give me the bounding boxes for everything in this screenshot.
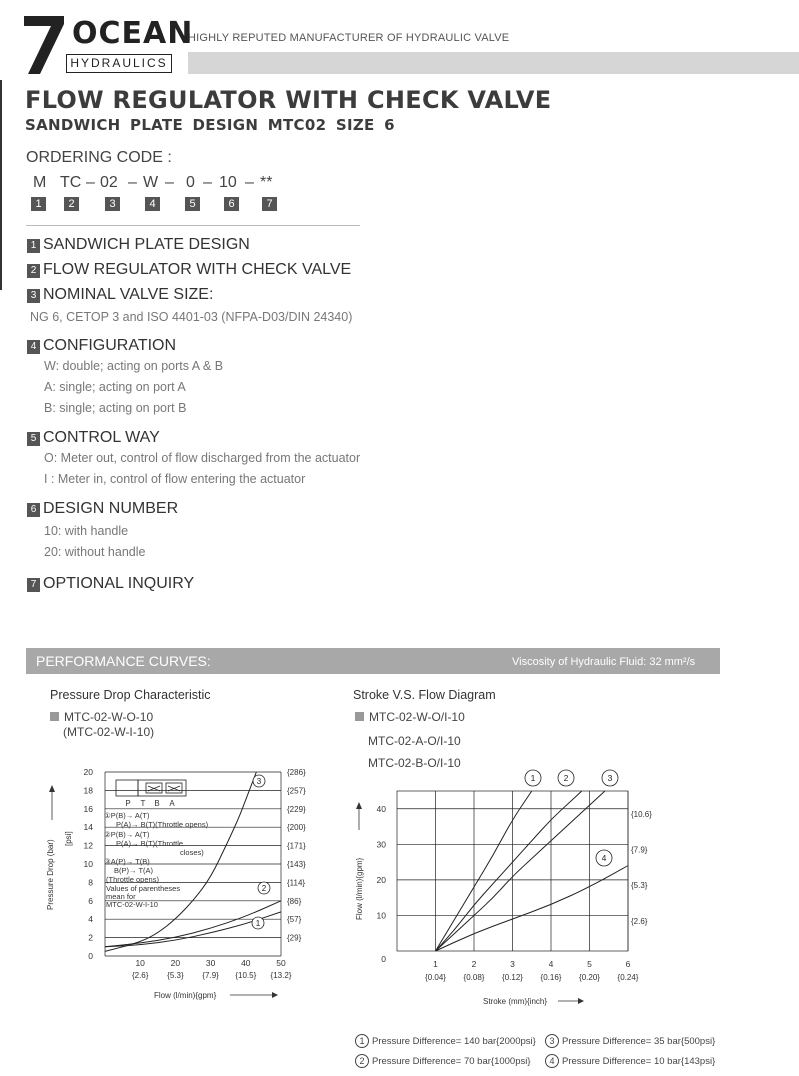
y-axis-arrowhead xyxy=(49,785,55,792)
code-part: 10 xyxy=(219,174,237,191)
chart2-model: MTC-02-B-O/I-10 xyxy=(368,756,461,770)
brand-sub: HYDRAULICS xyxy=(66,54,172,73)
chart1-model-alt: (MTC-02-W-I-10) xyxy=(63,725,155,739)
section-5: 5 CONTROL WAY xyxy=(27,429,160,447)
y-tick-psi-label: {229} xyxy=(287,804,306,814)
section-4: 4 CONFIGURATION xyxy=(27,337,176,355)
y-tick-label: 2 xyxy=(88,932,93,943)
x-tick-label: 4 xyxy=(548,959,554,969)
y-tick-psi-label: {286} xyxy=(287,768,306,777)
viscosity-note: Viscosity of Hydraulic Fluid: 32 mm²/s xyxy=(512,656,696,668)
x-tick-label: 2 xyxy=(471,959,477,969)
y-tick-label: 4 xyxy=(88,914,93,925)
annotation-text: P(A)→ B(T)(Throttle xyxy=(116,839,184,848)
x-tick-gpm-label: {10.5} xyxy=(235,971,257,980)
ordering-code-label: ORDERING CODE : xyxy=(26,149,172,166)
y-tick-label: 30 xyxy=(376,839,386,850)
x-tick-gpm-label: {2.6} xyxy=(131,971,149,980)
series-1-line xyxy=(105,912,281,947)
y-tick-label: 14 xyxy=(83,822,93,833)
series-1-label: 1 xyxy=(530,773,536,783)
series-4-label: 4 xyxy=(601,853,607,863)
code-part: 0 xyxy=(186,174,195,191)
chart1-model: MTC-02-W-O-10 xyxy=(50,710,153,724)
annotation-text: (Throttle opens) xyxy=(106,875,159,884)
x-tick-label: 40 xyxy=(241,958,251,968)
y-tick-gpm-label: {2.6} xyxy=(631,916,648,926)
tagline: HIGHLY REPUTED MANUFACTURER OF HYDRAULIC VALVE xyxy=(188,32,510,44)
code-number: 5 xyxy=(185,197,200,211)
code-number: 7 xyxy=(262,197,277,211)
section-1: 1 SANDWICH PLATE DESIGN xyxy=(27,236,250,254)
code-part: 02 xyxy=(100,174,118,191)
x-tick-label: 50 xyxy=(276,958,286,968)
y-tick-label: 6 xyxy=(88,895,93,906)
chart2-title: Stroke V.S. Flow Diagram xyxy=(353,688,496,702)
valve-symbol-check xyxy=(146,783,162,793)
series-1-line xyxy=(436,791,532,951)
annotation-text: ②P(B)→ A(T) xyxy=(104,830,150,839)
chart2-model: MTC-02-W-O/I-10 xyxy=(355,710,465,724)
y-tick-psi-label: {143} xyxy=(287,860,306,869)
x-tick-gpm-label: {13.2} xyxy=(270,971,292,980)
x-tick-label: 6 xyxy=(625,959,631,969)
annotation-text: Values of parentheses xyxy=(106,884,181,893)
edge-bar xyxy=(0,80,2,290)
series-3-label: 3 xyxy=(256,777,262,786)
x-tick-label: 1 xyxy=(433,959,438,969)
series-3-label: 3 xyxy=(607,773,613,783)
section-4-item: A: single; acting on port A xyxy=(44,380,186,394)
port-label: B xyxy=(154,799,160,808)
section-6: 6 DESIGN NUMBER xyxy=(27,500,178,518)
brand-name: OCEAN xyxy=(72,16,194,51)
port-label: A xyxy=(169,799,175,808)
x-tick-inch-label: {0.24} xyxy=(617,973,639,982)
y-axis-arrowhead xyxy=(356,802,362,809)
section-4-item: W: double; acting on ports A & B xyxy=(44,359,224,373)
annotation-text: P(A)→ B(T)(Throttle opens) xyxy=(116,820,209,829)
x-tick-inch-label: {0.04} xyxy=(425,973,446,982)
x-tick-label: 5 xyxy=(587,959,592,969)
annotation-text: ③A(P)→ T(B) xyxy=(104,857,150,866)
divider xyxy=(26,225,360,226)
x-tick-label: 30 xyxy=(205,958,216,968)
y-tick-psi-label: {200} xyxy=(287,823,306,833)
annotation-text: mean for xyxy=(106,892,136,901)
annotation-text: ①P(B)→ A(T) xyxy=(104,811,150,820)
y-tick-psi-label: {29} xyxy=(287,933,302,943)
x-tick-gpm-label: {5.3} xyxy=(167,971,184,980)
chart1-title: Pressure Drop Characteristic xyxy=(50,688,211,702)
stroke-flow-chart xyxy=(350,765,670,1010)
series-2-label: 2 xyxy=(261,884,267,893)
code-part: – xyxy=(203,174,212,191)
logo-seven-mark xyxy=(24,16,64,74)
port-label: T xyxy=(140,799,146,808)
y-tick-label: 10 xyxy=(83,859,93,869)
y-tick-label: 8 xyxy=(88,877,93,888)
y-tick-label: 0 xyxy=(88,951,93,961)
section-3: 3 NOMINAL VALVE SIZE: xyxy=(27,286,213,304)
header-band xyxy=(188,52,799,74)
y-tick-psi-label: {57} xyxy=(287,915,302,925)
section-6-item: 10: with handle xyxy=(44,524,129,538)
x-axis-label: Stroke (mm){inch} xyxy=(483,997,548,1006)
code-number: 4 xyxy=(145,197,160,211)
y-tick-gpm-label: {10.6} xyxy=(631,810,652,820)
code-part: TC xyxy=(60,174,82,191)
code-number: 2 xyxy=(64,197,79,211)
y-tick-label: 16 xyxy=(83,803,93,814)
y-tick-label: 12 xyxy=(83,840,93,851)
x-tick-inch-label: {0.12} xyxy=(502,973,523,982)
code-part: – xyxy=(165,174,174,191)
model-square-icon xyxy=(50,712,59,721)
code-part: ** xyxy=(260,174,273,191)
code-part: – xyxy=(86,174,95,191)
annotation-text: MTC-02-W-I-10 xyxy=(106,900,158,909)
annotation-text: closes) xyxy=(180,848,204,857)
code-part: M xyxy=(33,174,47,191)
page-subtitle: SANDWICH PLATE DESIGN MTC02 SIZE 6 xyxy=(25,116,395,134)
code-number: 6 xyxy=(224,197,239,211)
y-axis-label: Flow (l/min){gpm} xyxy=(355,857,364,920)
x-axis-label: Flow (l/min){gpm} xyxy=(154,991,217,1000)
x-tick-gpm-label: {7.9} xyxy=(202,971,219,980)
annotation-text: B(P)→ T(A) xyxy=(114,866,154,875)
series-2-line xyxy=(436,791,582,951)
y-tick-label: 10 xyxy=(376,910,386,921)
section-6-item: 20: without handle xyxy=(44,545,146,559)
x-tick-inch-label: {0.16} xyxy=(540,973,562,982)
legend-item-3: 3 Pressure Difference= 35 bar{500psi} xyxy=(545,1034,715,1048)
x-tick-label: 10 xyxy=(135,958,145,968)
section-4-item: B: single; acting on port B xyxy=(44,401,187,415)
y-tick-gpm-label: {7.9} xyxy=(631,845,648,855)
pressure-drop-chart xyxy=(40,760,340,1010)
x-axis-arrowhead xyxy=(272,992,278,998)
ordering-code xyxy=(33,174,333,196)
series-4-line xyxy=(436,866,629,951)
y-tick-gpm-label: {5.3} xyxy=(631,881,648,891)
page-title: FLOW REGULATOR WITH CHECK VALVE xyxy=(25,86,552,114)
legend-item-1: 1 Pressure Difference= 140 bar{2000psi} xyxy=(355,1034,536,1048)
y-tick-label: 20 xyxy=(83,767,93,777)
section-5-item: O: Meter out, control of flow discharged from the actuator xyxy=(44,451,361,465)
y-tick-label: 18 xyxy=(83,785,93,796)
y-tick-psi-label: {114} xyxy=(287,878,306,888)
x-tick-inch-label: {0.08} xyxy=(463,973,485,982)
series-2-label: 2 xyxy=(563,773,569,783)
x-axis-arrowhead xyxy=(578,998,584,1004)
section-3-item: NG 6, CETOP 3 and ISO 4401-03 (NFPA-D03/DIN 24340) xyxy=(30,310,353,324)
y-axis-label: Pressure Drop (bar) xyxy=(46,839,55,910)
valve-symbol-box xyxy=(116,780,138,796)
performance-title: PERFORMANCE CURVES: xyxy=(36,653,211,669)
section-5-item: I : Meter in, control of flow entering the actuator xyxy=(44,472,306,486)
x-tick-label: 3 xyxy=(510,959,515,969)
port-label: P xyxy=(125,799,131,808)
legend-item-4: 4 Pressure Difference= 10 bar{143psi} xyxy=(545,1054,715,1068)
valve-symbol-check xyxy=(166,783,182,793)
y-tick-psi-label: {257} xyxy=(287,786,306,796)
code-number: 1 xyxy=(31,197,46,211)
legend-item-2: 2 Pressure Difference= 70 bar{1000psi} xyxy=(355,1054,531,1068)
y-tick-label: 20 xyxy=(376,874,386,885)
series-1-label: 1 xyxy=(255,919,261,928)
y-tick-psi-label: {171} xyxy=(287,841,306,851)
y-tick-label: 40 xyxy=(376,803,386,814)
code-number: 3 xyxy=(105,197,120,211)
section-7: 7 OPTIONAL INQUIRY xyxy=(27,575,194,593)
x-tick-label: 20 xyxy=(170,958,181,968)
y-tick-label: 0 xyxy=(381,954,386,964)
y-axis-label-psi: [psi] xyxy=(64,831,73,846)
section-2: 2 FLOW REGULATOR WITH CHECK VALVE xyxy=(27,261,351,279)
chart2-model: MTC-02-A-O/I-10 xyxy=(368,734,461,748)
code-part: W xyxy=(143,174,159,191)
code-part: – xyxy=(245,174,254,191)
model-square-icon xyxy=(355,712,364,721)
x-tick-inch-label: {0.20} xyxy=(579,973,600,982)
series-3-line xyxy=(436,791,605,951)
y-tick-psi-label: {86} xyxy=(287,896,302,906)
code-part: – xyxy=(128,174,137,191)
